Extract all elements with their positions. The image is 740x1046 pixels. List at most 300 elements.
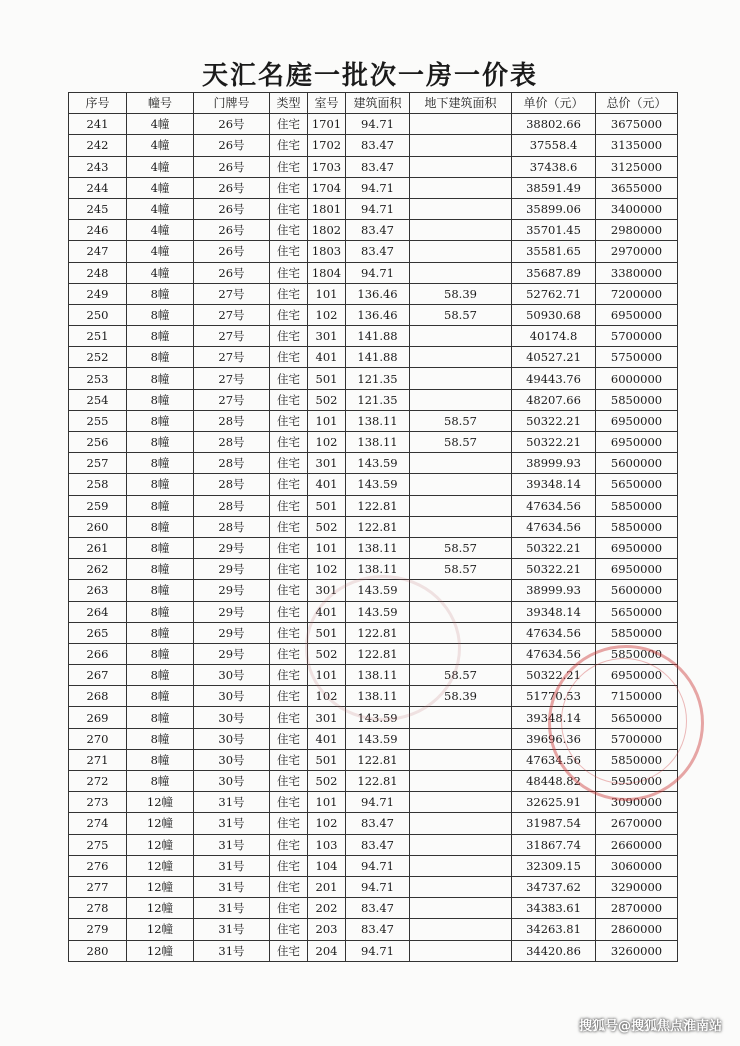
table-cell: 3090000 <box>596 792 678 813</box>
table-cell: 2660000 <box>596 834 678 855</box>
table-cell: 6950000 <box>596 665 678 686</box>
table-cell: 102 <box>308 432 346 453</box>
table-cell: 28号 <box>194 432 270 453</box>
table-cell: 280 <box>69 940 127 961</box>
table-cell: 住宅 <box>270 198 308 219</box>
table-cell: 1704 <box>308 177 346 198</box>
table-cell <box>410 855 512 876</box>
table-cell: 27号 <box>194 304 270 325</box>
table-cell: 12幢 <box>127 792 194 813</box>
table-cell: 5950000 <box>596 771 678 792</box>
table-row <box>69 707 678 728</box>
table-cell: 2980000 <box>596 220 678 241</box>
table-cell: 102 <box>308 304 346 325</box>
header-cell: 地下建筑面积 <box>410 93 512 114</box>
table-cell: 住宅 <box>270 495 308 516</box>
table-cell: 5650000 <box>596 474 678 495</box>
table-cell: 29号 <box>194 580 270 601</box>
table-cell: 住宅 <box>270 347 308 368</box>
table-cell: 1801 <box>308 198 346 219</box>
table-cell: 8幢 <box>127 601 194 622</box>
table-row <box>69 453 678 474</box>
table-header-row <box>69 93 678 114</box>
table-cell <box>410 495 512 516</box>
table-cell: 254 <box>69 389 127 410</box>
table-cell: 住宅 <box>270 453 308 474</box>
table-row <box>69 347 678 368</box>
table-cell: 28号 <box>194 495 270 516</box>
table-cell: 241 <box>69 114 127 135</box>
table-cell: 51770.53 <box>512 686 596 707</box>
table-row <box>69 537 678 558</box>
table-cell: 2860000 <box>596 919 678 940</box>
table-cell: 261 <box>69 537 127 558</box>
table-cell: 31号 <box>194 919 270 940</box>
table-cell: 257 <box>69 453 127 474</box>
table-cell: 住宅 <box>270 177 308 198</box>
table-cell: 83.47 <box>346 156 410 177</box>
table-cell: 47634.56 <box>512 622 596 643</box>
table-cell: 12幢 <box>127 876 194 897</box>
table-cell: 122.81 <box>346 495 410 516</box>
table-cell: 住宅 <box>270 834 308 855</box>
table-cell: 5700000 <box>596 326 678 347</box>
table-cell: 101 <box>308 792 346 813</box>
table-cell: 267 <box>69 665 127 686</box>
table-cell: 3260000 <box>596 940 678 961</box>
table-cell <box>410 834 512 855</box>
table-cell <box>410 707 512 728</box>
table-cell: 136.46 <box>346 304 410 325</box>
table-cell: 4幢 <box>127 156 194 177</box>
table-cell: 39696.36 <box>512 728 596 749</box>
table-row <box>69 135 678 156</box>
table-cell: 274 <box>69 813 127 834</box>
table-cell <box>410 326 512 347</box>
table-cell: 8幢 <box>127 453 194 474</box>
table-cell: 住宅 <box>270 622 308 643</box>
table-cell: 住宅 <box>270 940 308 961</box>
table-cell: 401 <box>308 728 346 749</box>
table-row <box>69 898 678 919</box>
table-cell: 279 <box>69 919 127 940</box>
table-row <box>69 410 678 431</box>
table-cell: 住宅 <box>270 898 308 919</box>
table-cell <box>410 389 512 410</box>
table-cell <box>410 940 512 961</box>
table-cell: 2970000 <box>596 241 678 262</box>
table-cell: 143.59 <box>346 580 410 601</box>
table-row <box>69 686 678 707</box>
table-cell: 1804 <box>308 262 346 283</box>
table-cell: 住宅 <box>270 707 308 728</box>
table-cell: 501 <box>308 495 346 516</box>
table-cell: 2870000 <box>596 898 678 919</box>
header-cell: 幢号 <box>127 93 194 114</box>
table-cell: 4幢 <box>127 220 194 241</box>
table-row <box>69 177 678 198</box>
table-cell: 8幢 <box>127 537 194 558</box>
table-cell: 12幢 <box>127 898 194 919</box>
table-cell: 202 <box>308 898 346 919</box>
table-cell: 401 <box>308 474 346 495</box>
table-row <box>69 304 678 325</box>
table-cell: 48448.82 <box>512 771 596 792</box>
table-cell: 27号 <box>194 347 270 368</box>
table-cell: 50322.21 <box>512 537 596 558</box>
table-cell: 6950000 <box>596 410 678 431</box>
table-cell: 4幢 <box>127 135 194 156</box>
table-cell: 1702 <box>308 135 346 156</box>
table-row <box>69 368 678 389</box>
table-cell: 122.81 <box>346 749 410 770</box>
table-cell: 83.47 <box>346 834 410 855</box>
table-row <box>69 601 678 622</box>
table-cell: 29号 <box>194 537 270 558</box>
table-cell <box>410 241 512 262</box>
table-cell: 47634.56 <box>512 643 596 664</box>
table-row <box>69 262 678 283</box>
table-cell <box>410 177 512 198</box>
table-row <box>69 580 678 601</box>
table-cell: 276 <box>69 855 127 876</box>
table-cell: 住宅 <box>270 771 308 792</box>
table-cell: 39348.14 <box>512 474 596 495</box>
table-cell: 1802 <box>308 220 346 241</box>
table-cell: 102 <box>308 813 346 834</box>
table-cell: 住宅 <box>270 919 308 940</box>
table-cell: 143.59 <box>346 728 410 749</box>
table-cell: 6950000 <box>596 559 678 580</box>
table-row <box>69 516 678 537</box>
table-cell <box>410 919 512 940</box>
table-cell: 5850000 <box>596 389 678 410</box>
table-cell: 5850000 <box>596 643 678 664</box>
table-cell: 26号 <box>194 135 270 156</box>
table-cell: 住宅 <box>270 876 308 897</box>
table-row <box>69 940 678 961</box>
table-cell: 8幢 <box>127 326 194 347</box>
table-row <box>69 241 678 262</box>
table-cell: 住宅 <box>270 792 308 813</box>
table-cell: 263 <box>69 580 127 601</box>
table-cell: 103 <box>308 834 346 855</box>
header-cell: 序号 <box>69 93 127 114</box>
table-cell: 50322.21 <box>512 410 596 431</box>
table-row <box>69 432 678 453</box>
table-cell: 8幢 <box>127 389 194 410</box>
table-cell: 住宅 <box>270 241 308 262</box>
table-cell: 7150000 <box>596 686 678 707</box>
table-cell: 83.47 <box>346 241 410 262</box>
table-cell: 5850000 <box>596 495 678 516</box>
table-cell: 94.71 <box>346 177 410 198</box>
table-cell: 30号 <box>194 665 270 686</box>
table-cell: 8幢 <box>127 516 194 537</box>
table-cell: 5850000 <box>596 622 678 643</box>
table-cell: 30号 <box>194 728 270 749</box>
table-cell: 250 <box>69 304 127 325</box>
table-cell: 4幢 <box>127 198 194 219</box>
table-cell: 242 <box>69 135 127 156</box>
price-table <box>68 92 678 962</box>
table-cell: 3400000 <box>596 198 678 219</box>
table-cell: 8幢 <box>127 474 194 495</box>
table-cell <box>410 516 512 537</box>
table-cell: 122.81 <box>346 643 410 664</box>
table-row <box>69 876 678 897</box>
table-cell: 31号 <box>194 876 270 897</box>
table-cell: 47634.56 <box>512 516 596 537</box>
table-cell: 4幢 <box>127 241 194 262</box>
table-cell: 301 <box>308 580 346 601</box>
table-cell: 47634.56 <box>512 495 596 516</box>
table-cell: 住宅 <box>270 432 308 453</box>
table-cell: 138.11 <box>346 665 410 686</box>
table-cell: 住宅 <box>270 326 308 347</box>
table-cell: 5700000 <box>596 728 678 749</box>
table-cell: 262 <box>69 559 127 580</box>
table-cell: 94.71 <box>346 792 410 813</box>
table-cell: 32309.15 <box>512 855 596 876</box>
table-cell: 5650000 <box>596 707 678 728</box>
table-cell <box>410 771 512 792</box>
table-cell: 401 <box>308 347 346 368</box>
table-cell: 8幢 <box>127 749 194 770</box>
table-cell: 26号 <box>194 262 270 283</box>
table-cell: 住宅 <box>270 156 308 177</box>
table-cell: 26号 <box>194 114 270 135</box>
table-row <box>69 792 678 813</box>
table-cell: 38802.66 <box>512 114 596 135</box>
table-cell: 50322.21 <box>512 559 596 580</box>
table-cell <box>410 792 512 813</box>
table-cell: 3290000 <box>596 876 678 897</box>
table-cell: 203 <box>308 919 346 940</box>
table-cell: 249 <box>69 283 127 304</box>
table-cell: 34263.81 <box>512 919 596 940</box>
table-cell: 47634.56 <box>512 749 596 770</box>
table-cell: 101 <box>308 665 346 686</box>
table-cell: 住宅 <box>270 601 308 622</box>
table-cell: 住宅 <box>270 855 308 876</box>
table-cell <box>410 601 512 622</box>
table-cell: 501 <box>308 749 346 770</box>
table-cell: 住宅 <box>270 559 308 580</box>
table-cell: 住宅 <box>270 283 308 304</box>
table-cell: 1703 <box>308 156 346 177</box>
table-cell: 8幢 <box>127 495 194 516</box>
table-cell: 37558.4 <box>512 135 596 156</box>
table-cell <box>410 368 512 389</box>
table-cell <box>410 114 512 135</box>
table-row <box>69 622 678 643</box>
table-cell: 502 <box>308 516 346 537</box>
header-cell: 室号 <box>308 93 346 114</box>
table-row <box>69 728 678 749</box>
table-cell: 12幢 <box>127 940 194 961</box>
header-cell: 门牌号 <box>194 93 270 114</box>
table-cell: 136.46 <box>346 283 410 304</box>
table-cell <box>410 622 512 643</box>
table-cell: 271 <box>69 749 127 770</box>
table-cell: 住宅 <box>270 220 308 241</box>
table-row <box>69 771 678 792</box>
table-cell: 94.71 <box>346 876 410 897</box>
table-cell: 252 <box>69 347 127 368</box>
table-cell <box>410 580 512 601</box>
table-cell: 301 <box>308 453 346 474</box>
table-cell: 58.57 <box>410 559 512 580</box>
table-cell <box>410 453 512 474</box>
table-cell: 31987.54 <box>512 813 596 834</box>
table-cell: 247 <box>69 241 127 262</box>
table-cell: 35581.65 <box>512 241 596 262</box>
table-cell: 住宅 <box>270 665 308 686</box>
table-row <box>69 643 678 664</box>
table-cell: 121.35 <box>346 389 410 410</box>
table-cell: 12幢 <box>127 855 194 876</box>
table-row <box>69 834 678 855</box>
table-cell: 243 <box>69 156 127 177</box>
table-cell: 29号 <box>194 622 270 643</box>
table-cell: 244 <box>69 177 127 198</box>
table-cell: 8幢 <box>127 559 194 580</box>
table-cell: 301 <box>308 326 346 347</box>
table-cell <box>410 347 512 368</box>
table-cell: 38999.93 <box>512 580 596 601</box>
table-row <box>69 220 678 241</box>
table-cell: 5650000 <box>596 601 678 622</box>
table-cell: 37438.6 <box>512 156 596 177</box>
header-cell: 总价（元） <box>596 93 678 114</box>
table-cell: 8幢 <box>127 283 194 304</box>
table-cell: 29号 <box>194 643 270 664</box>
table-row <box>69 559 678 580</box>
table-cell <box>410 156 512 177</box>
table-cell: 251 <box>69 326 127 347</box>
table-cell: 143.59 <box>346 707 410 728</box>
table-cell: 102 <box>308 559 346 580</box>
table-cell: 8幢 <box>127 728 194 749</box>
table-cell: 8幢 <box>127 410 194 431</box>
table-cell <box>410 876 512 897</box>
table-cell: 201 <box>308 876 346 897</box>
table-cell: 31号 <box>194 792 270 813</box>
table-cell: 255 <box>69 410 127 431</box>
table-cell: 141.88 <box>346 326 410 347</box>
table-cell: 35687.89 <box>512 262 596 283</box>
table-row <box>69 283 678 304</box>
table-cell: 58.57 <box>410 665 512 686</box>
table-cell: 83.47 <box>346 898 410 919</box>
table-cell: 58.39 <box>410 283 512 304</box>
table-cell: 122.81 <box>346 771 410 792</box>
table-cell: 49443.76 <box>512 368 596 389</box>
table-cell: 26号 <box>194 241 270 262</box>
table-cell: 83.47 <box>346 919 410 940</box>
table-cell: 94.71 <box>346 940 410 961</box>
table-cell: 31867.74 <box>512 834 596 855</box>
table-cell: 38591.49 <box>512 177 596 198</box>
table-cell: 住宅 <box>270 580 308 601</box>
table-cell: 8幢 <box>127 304 194 325</box>
table-cell: 31号 <box>194 813 270 834</box>
table-cell: 住宅 <box>270 749 308 770</box>
table-cell: 122.81 <box>346 622 410 643</box>
table-cell: 1803 <box>308 241 346 262</box>
table-row <box>69 813 678 834</box>
table-cell: 58.57 <box>410 304 512 325</box>
table-cell: 301 <box>308 707 346 728</box>
table-cell: 住宅 <box>270 135 308 156</box>
table-cell: 30号 <box>194 707 270 728</box>
table-cell: 住宅 <box>270 537 308 558</box>
table-cell: 94.71 <box>346 262 410 283</box>
table-row <box>69 156 678 177</box>
table-cell: 5850000 <box>596 516 678 537</box>
table-cell: 3380000 <box>596 262 678 283</box>
table-cell: 245 <box>69 198 127 219</box>
table-cell: 8幢 <box>127 643 194 664</box>
table-cell: 26号 <box>194 177 270 198</box>
table-cell: 住宅 <box>270 813 308 834</box>
table-cell: 1701 <box>308 114 346 135</box>
table-cell <box>410 474 512 495</box>
table-cell: 138.11 <box>346 432 410 453</box>
table-row <box>69 495 678 516</box>
table-cell: 35899.06 <box>512 198 596 219</box>
table-cell <box>410 898 512 919</box>
table-cell: 253 <box>69 368 127 389</box>
table-cell: 40174.8 <box>512 326 596 347</box>
table-cell: 4幢 <box>127 114 194 135</box>
table-cell: 30号 <box>194 749 270 770</box>
table-cell: 住宅 <box>270 686 308 707</box>
header-cell: 单价（元） <box>512 93 596 114</box>
table-cell: 34737.62 <box>512 876 596 897</box>
table-cell: 83.47 <box>346 813 410 834</box>
table-cell <box>410 813 512 834</box>
table-cell: 277 <box>69 876 127 897</box>
table-cell: 265 <box>69 622 127 643</box>
table-cell: 住宅 <box>270 368 308 389</box>
table-cell <box>410 262 512 283</box>
table-cell: 30号 <box>194 686 270 707</box>
table-cell: 26号 <box>194 156 270 177</box>
table-cell: 6950000 <box>596 304 678 325</box>
table-cell: 143.59 <box>346 453 410 474</box>
table-cell: 28号 <box>194 410 270 431</box>
page-title: 天汇名庭一批次一房一价表 <box>201 61 538 91</box>
table-cell: 8幢 <box>127 622 194 643</box>
table-cell: 122.81 <box>346 516 410 537</box>
watermark-text: 搜狐号@搜狐焦点淮南站 <box>578 1019 722 1034</box>
table-cell: 104 <box>308 855 346 876</box>
table-cell: 138.11 <box>346 559 410 580</box>
table-cell: 48207.66 <box>512 389 596 410</box>
table-cell: 29号 <box>194 601 270 622</box>
table-cell: 32625.91 <box>512 792 596 813</box>
table-cell: 83.47 <box>346 135 410 156</box>
table-cell: 502 <box>308 643 346 664</box>
table-cell: 6950000 <box>596 537 678 558</box>
table-cell <box>410 728 512 749</box>
table-cell: 275 <box>69 834 127 855</box>
table-cell: 58.57 <box>410 410 512 431</box>
table-cell: 8幢 <box>127 580 194 601</box>
table-cell <box>410 749 512 770</box>
